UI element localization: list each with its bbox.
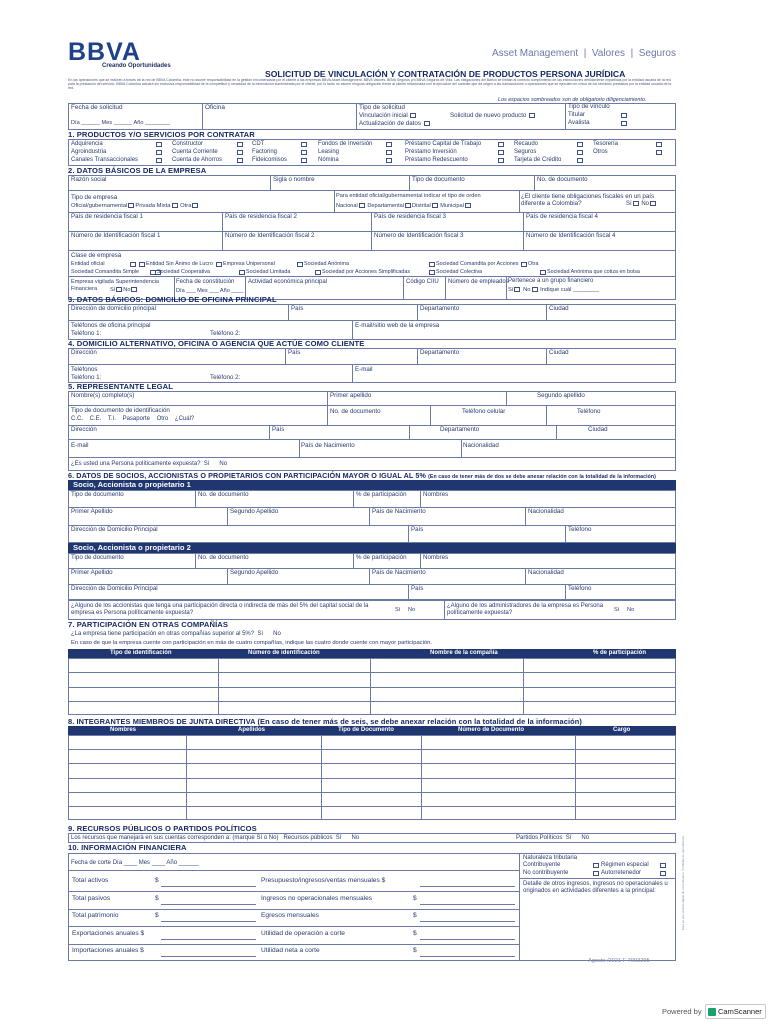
table-row[interactable] bbox=[68, 778, 676, 779]
product-option-3-2[interactable]: Nómina bbox=[318, 157, 339, 163]
product-checkbox[interactable] bbox=[237, 150, 243, 155]
pais-fiscal-3[interactable]: País de residencia fiscal 3 bbox=[374, 213, 446, 220]
fin-mid-dollar-2: $ bbox=[413, 912, 417, 919]
product-checkbox[interactable] bbox=[301, 158, 307, 163]
nuevo-producto-option[interactable]: Solicitud de nuevo producto bbox=[450, 113, 536, 120]
section-6-title: 6. DATOS DE SOCIOS, ACCIONISTAS O PROPIETARIOS CON PARTICIPACIÓN MAYOR O IGUAL AL 5% (En caso de tener más de dos se debe anexar relación con la totalidad de la información) bbox=[68, 471, 656, 480]
rep-nombres-field[interactable]: Nombre(s) completo(s) bbox=[71, 392, 135, 399]
clase-checkbox[interactable] bbox=[521, 262, 527, 267]
product-option-1-0[interactable]: Constructor bbox=[172, 141, 204, 147]
clase-option-r1-2[interactable]: Empresa Unipersonal bbox=[223, 261, 275, 267]
pais-fiscal-4[interactable]: País de residencia fiscal 4 bbox=[526, 213, 598, 220]
product-checkbox[interactable] bbox=[577, 150, 583, 155]
clase-option-r2-4[interactable]: Sociedad Colectiva bbox=[436, 269, 483, 275]
razon-social-field[interactable]: Razón social bbox=[71, 176, 107, 183]
tipo-vinculo-label: Tipo de vínculo bbox=[568, 103, 610, 110]
camscanner-icon bbox=[708, 1008, 716, 1016]
fin-left-1[interactable]: Total pasivos bbox=[72, 895, 111, 902]
actividad-economica-field[interactable]: Actividad económica principal bbox=[248, 279, 328, 285]
vinculacion-inicial-option[interactable]: Vinculación inicial bbox=[359, 113, 417, 120]
no-contribuyente-option[interactable]: No contribuyente bbox=[523, 870, 569, 876]
participacion-header-2: Nombre de la compañía bbox=[430, 650, 498, 656]
product-option-5-2[interactable]: Tarjeta de Crédito bbox=[514, 157, 562, 163]
socio2-field-0-0[interactable]: Tipo de documento bbox=[71, 554, 124, 561]
telefono-1-field[interactable]: Teléfono 1: bbox=[71, 330, 102, 337]
nif-3[interactable]: Número de Identificación fiscal 3 bbox=[374, 232, 464, 239]
junta-header-0: Nombres bbox=[110, 727, 137, 733]
product-option-6-0[interactable]: Tesorería bbox=[593, 141, 619, 147]
rep-segundo-apellido-field[interactable]: Segundo apellido bbox=[537, 392, 585, 399]
rep-pep-question[interactable]: ¿Es usted una Persona políticamente expuesta? Sí No bbox=[71, 461, 228, 467]
rep-ciudad-field[interactable]: Ciudad bbox=[588, 426, 608, 433]
product-checkbox[interactable] bbox=[237, 158, 243, 163]
avalista-option[interactable]: Avalista bbox=[568, 119, 590, 126]
nif-2[interactable]: Número de Identificación fiscal 2 bbox=[225, 232, 315, 239]
tipo-solicitud-label: Tipo de solicitud bbox=[359, 104, 405, 111]
section-2-title: 2. DATOS BÁSICOS DE LA EMPRESA bbox=[68, 166, 207, 175]
checkbox[interactable] bbox=[424, 121, 430, 126]
fecha-corte-field[interactable]: Fecha de corte Día ____ Mes ____ Año ______ bbox=[71, 860, 199, 866]
camscanner-badge: CamScanner bbox=[705, 1004, 766, 1019]
clase-checkbox[interactable] bbox=[150, 270, 156, 275]
socio1-field-0-0[interactable]: Tipo de documento bbox=[71, 491, 124, 498]
rep-direccion-field[interactable]: Dirección bbox=[71, 426, 97, 433]
fin-left-dollar-1: $ bbox=[155, 895, 159, 902]
grupo-financiero-label: Pertenece a un grupo financiero bbox=[508, 278, 594, 284]
nif-4[interactable]: Número de Identificación fiscal 4 bbox=[526, 232, 616, 239]
product-checkbox[interactable] bbox=[386, 142, 392, 147]
clase-checkbox[interactable] bbox=[130, 262, 136, 267]
fin-left-dollar-0: $ bbox=[155, 877, 159, 884]
clase-empresa-label: Clase de empresa bbox=[71, 252, 122, 259]
clase-option-r1-4[interactable]: Sociedad Comandita por Acciones bbox=[436, 261, 519, 267]
page-title: SOLICITUD DE VINCULACIÓN Y CONTRATACIÓN DE PRODUCTOS PERSONA JURÍDICA bbox=[265, 69, 626, 79]
telefono-2-field[interactable]: Teléfono 2: bbox=[210, 330, 241, 337]
clase-checkbox[interactable] bbox=[429, 270, 435, 275]
product-checkbox[interactable] bbox=[156, 158, 162, 163]
product-option-2-2[interactable]: Fideicomisos bbox=[252, 157, 288, 163]
rep-primer-apellido-field[interactable]: Primer apellido bbox=[330, 392, 372, 399]
table-row[interactable] bbox=[68, 687, 676, 688]
clase-checkbox[interactable] bbox=[239, 270, 245, 275]
tipo-empresa-label: Tipo de empresa bbox=[71, 194, 118, 201]
telefono-alterno-1[interactable]: Teléfono 1: bbox=[71, 374, 102, 381]
detalle-ingresos-label[interactable]: Detalle de otros ingresos, ingresos no operacionales u originados en actividades diferentes a la principal: bbox=[523, 881, 668, 894]
sigla-field[interactable]: Sigla o nombre bbox=[273, 176, 315, 183]
departamento-alterno-field[interactable]: Departamento bbox=[420, 349, 460, 356]
fin-mid-4[interactable]: Utilidad neta a corte bbox=[261, 947, 320, 954]
powered-by: Powered by bbox=[662, 1007, 702, 1016]
clase-option-r1-1[interactable]: Entidad Sin Ánimo de Lucro bbox=[146, 261, 213, 267]
titular-checkbox[interactable] bbox=[621, 113, 627, 118]
fin-mid-dollar-4: $ bbox=[413, 947, 417, 954]
section-9-title: 9. RECURSOS PÚBLICOS O PARTIDOS POLÍTICOS bbox=[68, 824, 257, 833]
section-10-title: 10. INFORMACIÓN FINANCIERA bbox=[68, 843, 187, 852]
fin-mid-2[interactable]: Egresos mensuales bbox=[261, 912, 319, 919]
socio1-field-0-3[interactable]: Nombres bbox=[423, 491, 449, 498]
socio1-field-2-1[interactable]: País bbox=[411, 526, 424, 533]
vigilada-label: Empresa vigilada Superintendencia Financiera bbox=[71, 279, 160, 292]
table-row[interactable] bbox=[68, 763, 676, 764]
junta-header-row bbox=[68, 726, 676, 735]
checkbox[interactable] bbox=[529, 113, 535, 118]
section-1-title: 1. PRODUCTOS Y/O SERVICIOS POR CONTRATAR bbox=[68, 130, 255, 139]
product-checkbox[interactable] bbox=[577, 142, 583, 147]
pais-alterno-field[interactable]: País bbox=[288, 349, 301, 356]
email-empresa-field[interactable]: E-mail/sitio web de la empresa bbox=[355, 322, 440, 329]
titular-option[interactable]: Titular bbox=[568, 111, 585, 118]
direccion-alterna-field[interactable]: Dirección bbox=[71, 349, 97, 356]
socio1-field-1-0[interactable]: Primer Apellido bbox=[71, 508, 113, 515]
contribuyente-checkbox[interactable] bbox=[593, 863, 599, 868]
rep-pais-field[interactable]: País bbox=[272, 426, 285, 433]
clase-checkbox[interactable] bbox=[429, 262, 435, 267]
section-8-title: 8. INTEGRANTES MIEMBROS DE JUNTA DIRECTIVA (En caso de tener más de seis, se debe anexar relación con la totalidad de la información) bbox=[68, 717, 582, 726]
product-option-0-1[interactable]: Agroindustria bbox=[71, 149, 107, 155]
rep-no-doc-field[interactable]: No. de documento bbox=[330, 408, 381, 415]
socio2-field-1-3[interactable]: Nacionalidad bbox=[528, 569, 564, 576]
socio2-field-0-2[interactable]: % de participación bbox=[356, 554, 407, 561]
fecha-solicitud-label: Fecha de solicitud bbox=[71, 104, 123, 111]
product-option-4-2[interactable]: Préstamo Redescuento bbox=[405, 157, 468, 163]
product-option-5-1[interactable]: Seguros bbox=[514, 149, 537, 155]
section-4-title: 4. DOMICILIO ALTERNATIVO, OFICINA O AGENCIA QUE ACTÚE COMO CLIENTE bbox=[68, 339, 365, 348]
ciudad-field[interactable]: Ciudad bbox=[549, 305, 569, 312]
recursos-publicos-question[interactable]: Los recursos que manejará en sus cuentas corresponden a: (marque Sí o No) Recursos públicos Sí No bbox=[71, 835, 360, 841]
admin-pep-question: ¿Alguno de los administradores de la empresa es Persona políticamente expuesta? bbox=[447, 603, 604, 616]
telefono-alterno-2[interactable]: Teléfono 2: bbox=[210, 374, 241, 381]
orden-options[interactable]: Nacional Departamental Distrital Municipal bbox=[336, 203, 472, 209]
fin-mid-0[interactable]: Presupuesto/ingresos/ventas mensuales $ bbox=[261, 877, 386, 884]
junta-header-1: Apellidos bbox=[238, 727, 266, 733]
product-option-2-1[interactable]: Factoring bbox=[252, 149, 278, 155]
oficina-label[interactable]: Oficina bbox=[205, 104, 225, 111]
socio2-field-2-1[interactable]: País bbox=[411, 585, 424, 592]
clase-checkbox[interactable] bbox=[216, 262, 222, 267]
form-code: Agosto /2021 F-7903295 bbox=[588, 958, 650, 964]
fin-mid-1[interactable]: Ingresos no operacionales mensuales bbox=[261, 895, 373, 902]
socio2-field-2-2[interactable]: Teléfono bbox=[568, 585, 592, 592]
product-checkbox[interactable] bbox=[656, 150, 662, 155]
tipo-empresa-options[interactable]: Oficial/gubernamental Privada Mixta Otra bbox=[71, 203, 199, 209]
bbva-logo: BBVA bbox=[68, 38, 141, 66]
socio1-field-2-0[interactable]: Dirección de Domicilio Principal bbox=[71, 526, 158, 533]
grupo-financiero-sino[interactable]: Sí No Indique cuál ________ bbox=[508, 287, 599, 294]
product-checkbox[interactable] bbox=[498, 142, 504, 147]
rep-tipo-doc-options[interactable]: C.C. C.E. T.I. Pasaporte Otro ¿Cuál? bbox=[71, 416, 195, 422]
vigilada-sino[interactable]: Sí No bbox=[110, 287, 138, 293]
rep-nacionalidad-field[interactable]: Nacionalidad bbox=[463, 442, 499, 449]
section-5-title: 5. REPRESENTANTE LEGAL bbox=[68, 382, 174, 391]
junta-header-2: Tipo de Documento bbox=[338, 727, 394, 733]
ciiu-field[interactable]: Código CIIU bbox=[406, 279, 439, 285]
company-nav: Asset Management | Valores | Seguros bbox=[492, 48, 676, 59]
product-checkbox[interactable] bbox=[301, 150, 307, 155]
socio1-field-1-2[interactable]: País de Nacimiento bbox=[372, 508, 426, 515]
socio2-field-1-0[interactable]: Primer Apellido bbox=[71, 569, 113, 576]
fin-left-dollar-2: $ bbox=[155, 912, 159, 919]
clase-option-r1-3[interactable]: Sociedad Anónima bbox=[304, 261, 349, 267]
product-checkbox[interactable] bbox=[656, 142, 662, 147]
fin-mid-dollar-1: $ bbox=[413, 895, 417, 902]
telefonos-principal-label: Teléfonos de oficina principal bbox=[71, 322, 151, 329]
product-option-5-0[interactable]: Recaudo bbox=[514, 141, 539, 147]
fecha-constitucion-label: Fecha de constitución bbox=[176, 279, 235, 285]
product-checkbox[interactable] bbox=[156, 150, 162, 155]
product-checkbox[interactable] bbox=[156, 142, 162, 147]
pais-fiscal-2[interactable]: País de residencia fiscal 2 bbox=[225, 213, 297, 220]
tagline: Creando Oportunidades bbox=[102, 63, 171, 69]
accionistas-pep-question: ¿Alguno de los accionistas que tenga una participación directa o indirecta de más del 5% del capital social de la empresa es Persona políticamente expuesta? bbox=[71, 603, 369, 616]
partidos-politicos-question[interactable]: Partidos Políticos Sí No bbox=[516, 835, 590, 841]
no-documento-field[interactable]: No. de documento bbox=[537, 176, 588, 183]
table-row[interactable] bbox=[68, 749, 676, 750]
junta-header-3: Número de Documento bbox=[458, 727, 525, 733]
clase-option-r2-3[interactable]: Sociedad por Acciones Simplificadas bbox=[322, 269, 411, 275]
product-option-4-0[interactable]: Préstamo Capital de Trabajo bbox=[405, 141, 482, 147]
clase-option-r1-0[interactable]: Entidad oficial bbox=[71, 261, 105, 267]
clase-checkbox[interactable] bbox=[315, 270, 321, 275]
product-option-3-1[interactable]: Leasing bbox=[318, 149, 340, 155]
autorretenedor-checkbox[interactable] bbox=[660, 871, 666, 876]
clase-option-r1-5[interactable]: Otra bbox=[528, 261, 539, 267]
product-option-1-1[interactable]: Cuenta Corriente bbox=[172, 149, 218, 155]
pais-fiscal-1[interactable]: País de residencia fiscal 1 bbox=[71, 213, 143, 220]
socio1-field-0-1[interactable]: No. de documento bbox=[198, 491, 249, 498]
rep-celular-field[interactable]: Teléfono celular bbox=[462, 408, 506, 415]
participacion-note: En caso de que la empresa cuente con participación en más de cuatro compañías, indique las cuatro donde cuente con mayor participación. bbox=[71, 640, 432, 646]
clase-checkbox[interactable] bbox=[139, 262, 145, 267]
clase-option-r2-1[interactable]: Sociedad Cooperativa bbox=[157, 269, 211, 275]
obligaciones-fiscales-question: ¿El cliente tiene obligaciones fiscales en un país diferente a Colombia? bbox=[521, 193, 655, 207]
product-checkbox[interactable] bbox=[301, 142, 307, 147]
empleados-field[interactable]: Número de empleados bbox=[448, 279, 509, 285]
clase-option-r2-0[interactable]: Sociedad Comandita Simple bbox=[71, 269, 140, 275]
socio-1-header: Socio, Accionista o propietario 1 bbox=[68, 480, 676, 490]
section-7-title: 7. PARTICIPACIÓN EN OTRAS COMPAÑÍAS bbox=[68, 620, 229, 629]
rep-departamento-field[interactable]: Departamento bbox=[440, 426, 480, 433]
disclaimer: En las operaciones que se realicen a través de la red de BBVA Colombia, éste no asume responsabilidad en la gestión encomendada por el cliente a las empresas BBVA Asset Management, BBVA Valores, BBVA Seguros y/o BBVA Seguros de Vida. Las obligaciones del Banco se limitan al correcto cumplimiento de las instrucciones debidamente impartidas por la entidad usuaria de la red para la prestación del servicio. BBVA Colombia actuará sin exclusiva responsabilidad de la completitud y veracidad de la información suministrada por el cliente, por lo tanto no asume ninguna obligación frente al cliente relacionada con la ejecución del contrato que da origen a las transacciones u operaciones que se ejecuten en virtud de los servicios prestados por la entidad usuaria de la red. bbox=[68, 78, 672, 91]
telefonos-alternos-label: Teléfonos bbox=[71, 366, 98, 373]
fin-left-4[interactable]: Importaciones anuales $ bbox=[72, 947, 144, 954]
socio2-field-0-3[interactable]: Nombres bbox=[423, 554, 449, 561]
rep-tipo-doc-label: Tipo de documento de identificación bbox=[71, 407, 170, 414]
obligaciones-fiscales-sino[interactable]: Sí No bbox=[626, 201, 657, 207]
fecha-solicitud-field[interactable]: Día ______ Mes ______ Año ________ bbox=[71, 120, 170, 126]
rep-pais-nacimiento-field[interactable]: País de Nacimiento bbox=[301, 442, 355, 449]
regimen-especial-option[interactable]: Régimen especial bbox=[601, 862, 649, 868]
product-option-3-0[interactable]: Fondos de Inversión bbox=[318, 141, 373, 147]
participacion-header-row bbox=[68, 649, 676, 658]
socio1-field-0-2[interactable]: % de participación bbox=[356, 491, 407, 498]
product-option-6-1[interactable]: Otros bbox=[593, 149, 608, 155]
clase-checkbox[interactable] bbox=[297, 262, 303, 267]
mandatory-note: Los espacios sombreados son de obligatorio diligenciamiento. bbox=[498, 97, 647, 103]
tipo-documento-field[interactable]: Tipo de documento bbox=[412, 176, 465, 183]
table-row[interactable] bbox=[68, 806, 676, 807]
avalista-checkbox[interactable] bbox=[621, 121, 627, 126]
participacion-question[interactable]: ¿La empresa tiene participación en otras compañías superior al 5%? Sí No bbox=[71, 631, 281, 637]
rep-telefono-field[interactable]: Teléfono bbox=[577, 408, 601, 415]
admin-pep-sino[interactable]: Sí No bbox=[614, 607, 635, 613]
socio2-field-1-2[interactable]: País de Nacimiento bbox=[372, 569, 426, 576]
side-note: Esta es una versión digital de un formulario. Prohibida su reproducción. bbox=[681, 835, 685, 930]
table-row[interactable] bbox=[68, 701, 676, 702]
socio-2-header: Socio, Accionista o propietario 2 bbox=[68, 543, 676, 553]
fin-left-3[interactable]: Exportaciones anuales $ bbox=[72, 930, 145, 937]
product-checkbox[interactable] bbox=[498, 158, 504, 163]
regimen-checkbox[interactable] bbox=[660, 863, 666, 868]
clase-checkbox[interactable] bbox=[540, 270, 546, 275]
product-option-0-2[interactable]: Canales Transaccionales bbox=[71, 157, 139, 163]
product-option-1-2[interactable]: Cuenta de Ahorros bbox=[172, 157, 223, 163]
product-option-0-0[interactable]: Adquirencia bbox=[71, 141, 103, 147]
product-checkbox[interactable] bbox=[237, 142, 243, 147]
product-checkbox[interactable] bbox=[386, 150, 392, 155]
product-checkbox[interactable] bbox=[577, 158, 583, 163]
section-3-title: 3. DATOS BÁSICOS: DOMICILIO DE OFICINA PRINCIPAL bbox=[68, 295, 277, 304]
accionistas-pep-sino[interactable]: Sí No bbox=[395, 607, 416, 613]
socio2-field-0-1[interactable]: No. de documento bbox=[198, 554, 249, 561]
product-checkbox[interactable] bbox=[498, 150, 504, 155]
socio1-field-1-3[interactable]: Nacionalidad bbox=[528, 508, 564, 515]
clase-option-r2-2[interactable]: Sociedad Limitada bbox=[246, 269, 291, 275]
pais-field[interactable]: País bbox=[291, 305, 304, 312]
direccion-principal-field[interactable]: Dirección de domicilio principal bbox=[71, 305, 156, 312]
table-row[interactable] bbox=[68, 672, 676, 673]
fin-left-0[interactable]: Total activos bbox=[72, 877, 109, 884]
no-contribuyente-checkbox[interactable] bbox=[593, 871, 599, 876]
socio1-field-2-2[interactable]: Teléfono bbox=[568, 526, 592, 533]
email-alterno-field[interactable]: E-mail bbox=[355, 366, 373, 373]
junta-header-4: Cargo bbox=[613, 727, 631, 733]
rep-email-field[interactable]: E-mail bbox=[71, 442, 89, 449]
participacion-header-3: % de participación bbox=[593, 650, 647, 656]
clase-option-r2-5[interactable]: Sociedad Anónima que cotiza en bolsa bbox=[547, 269, 640, 275]
fin-mid-3[interactable]: Utilidad de operación a corte bbox=[261, 930, 345, 937]
table-row[interactable] bbox=[68, 792, 676, 793]
product-checkbox[interactable] bbox=[386, 158, 392, 163]
socio1-field-1-1[interactable]: Segundo Apellido bbox=[230, 508, 279, 515]
actualizacion-option[interactable]: Actualización de datos bbox=[359, 121, 431, 128]
socio2-field-2-0[interactable]: Dirección de Domicilio Principal bbox=[71, 585, 158, 592]
checkbox[interactable] bbox=[410, 113, 416, 118]
autorretenedor-option[interactable]: Autorretenedor bbox=[601, 870, 642, 876]
orden-label: Para entidad oficial/gubernamental indicar el tipo de orden bbox=[336, 193, 481, 199]
naturaleza-tributaria-label: Naturaleza tributaria bbox=[523, 855, 578, 861]
nif-1[interactable]: Número de Identificación fiscal 1 bbox=[71, 232, 161, 239]
departamento-field[interactable]: Departamento bbox=[420, 305, 460, 312]
product-option-2-0[interactable]: CDT bbox=[252, 141, 265, 147]
participacion-header-0: Tipo de identificación bbox=[110, 650, 172, 656]
fin-left-2[interactable]: Total patrimonio bbox=[72, 912, 119, 919]
contribuyente-option[interactable]: Contribuyente bbox=[523, 862, 561, 868]
product-option-4-1[interactable]: Préstamo Inversión bbox=[405, 149, 457, 155]
participacion-header-1: Número de identificación bbox=[248, 650, 320, 656]
socio2-field-1-1[interactable]: Segundo Apellido bbox=[230, 569, 279, 576]
fecha-constitucion-field[interactable]: Día ___ Mes ___ Año ____ bbox=[176, 288, 244, 294]
ciudad-alterna-field[interactable]: Ciudad bbox=[549, 349, 569, 356]
fin-mid-dollar-3: $ bbox=[413, 930, 417, 937]
